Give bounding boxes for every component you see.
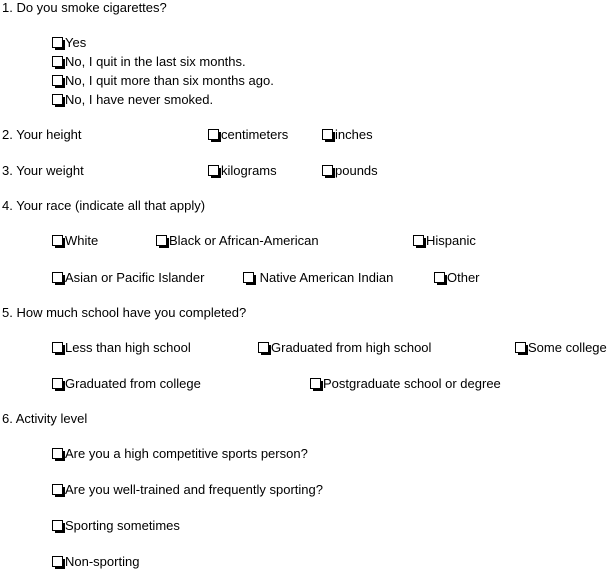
checkbox-icon[interactable] — [52, 75, 63, 86]
checkbox-icon[interactable] — [52, 556, 63, 567]
q4-option-other[interactable] — [434, 270, 480, 285]
q5-option-some-college[interactable] — [515, 340, 607, 355]
q5-option-less-than-high-school[interactable] — [52, 340, 191, 355]
q6-option-well-trained[interactable] — [52, 482, 323, 497]
option-label: Graduated from college — [65, 376, 201, 391]
checkbox-icon[interactable] — [52, 235, 63, 246]
q3-option-pounds[interactable] — [322, 163, 378, 178]
q6-option-sometimes[interactable] — [52, 518, 180, 533]
option-label: Some college — [528, 340, 607, 355]
checkbox-icon[interactable] — [52, 448, 63, 459]
checkbox-icon[interactable] — [52, 520, 63, 531]
q4-option-asian[interactable] — [52, 270, 204, 285]
option-label: Yes — [65, 35, 87, 50]
checkbox-icon[interactable] — [434, 272, 445, 283]
option-label: Are you well-trained and frequently sporting? — [65, 482, 323, 497]
option-label: centimeters — [221, 127, 289, 142]
option-label: Other — [447, 270, 480, 285]
q6-option-competitive[interactable] — [52, 446, 308, 461]
checkbox-icon[interactable] — [208, 165, 219, 176]
question-4-label: 4. Your race (indicate all that apply) — [2, 198, 206, 213]
question-6-label: 6. Activity level — [2, 411, 88, 426]
option-label: kilograms — [221, 163, 277, 178]
checkbox-icon[interactable] — [52, 378, 63, 389]
question-1-label: 1. Do you smoke cigarettes? — [2, 0, 167, 15]
option-label: White — [65, 233, 99, 248]
q1-option-yes[interactable] — [52, 35, 86, 50]
checkbox-icon[interactable] — [310, 378, 321, 389]
q1-option-never-smoked[interactable] — [52, 92, 213, 107]
q3-option-kilograms[interactable] — [208, 163, 277, 178]
checkbox-icon[interactable] — [52, 272, 63, 283]
q4-option-white[interactable] — [52, 233, 98, 248]
option-label: No, I quit in the last six months. — [65, 54, 246, 69]
checkbox-icon[interactable] — [52, 484, 63, 495]
option-label: pounds — [335, 163, 378, 178]
option-label: Less than high school — [65, 340, 191, 355]
q2-option-centimeters[interactable] — [208, 127, 288, 142]
q4-option-black[interactable] — [156, 233, 319, 248]
option-label: Hispanic — [426, 233, 476, 248]
checkbox-icon[interactable] — [156, 235, 167, 246]
q5-option-postgraduate[interactable] — [310, 376, 501, 391]
q5-option-high-school[interactable] — [258, 340, 431, 355]
q1-option-quit-long-ago[interactable] — [52, 73, 274, 88]
checkbox-icon[interactable] — [322, 129, 333, 140]
q4-option-native-american[interactable] — [243, 270, 393, 285]
q1-option-quit-recent[interactable] — [52, 54, 246, 69]
checkbox-icon[interactable] — [52, 56, 63, 67]
q6-option-non-sporting[interactable] — [52, 554, 139, 569]
checkbox-icon[interactable] — [413, 235, 424, 246]
option-label: inches — [335, 127, 373, 142]
option-label: Non-sporting — [65, 554, 140, 569]
checkbox-icon[interactable] — [52, 37, 63, 48]
checkbox-icon[interactable] — [208, 129, 219, 140]
q5-option-graduated-college[interactable] — [52, 376, 201, 391]
question-2-label: 2. Your height — [2, 127, 82, 142]
option-label: No, I quit more than six months ago. — [65, 73, 274, 88]
option-label: Are you a high competitive sports person? — [65, 446, 308, 461]
question-3-label: 3. Your weight — [2, 163, 84, 178]
option-label: Sporting sometimes — [65, 518, 180, 533]
option-label: Postgraduate school or degree — [323, 376, 501, 391]
option-label: Asian or Pacific Islander — [65, 270, 205, 285]
question-5-label: 5. How much school have you completed? — [2, 305, 247, 320]
option-label: No, I have never smoked. — [65, 92, 214, 107]
checkbox-icon[interactable] — [52, 342, 63, 353]
q4-option-hispanic[interactable] — [413, 233, 476, 248]
q2-option-inches[interactable] — [322, 127, 373, 142]
option-label: Graduated from high school — [271, 340, 432, 355]
checkbox-icon[interactable] — [515, 342, 526, 353]
checkbox-icon[interactable] — [258, 342, 269, 353]
checkbox-icon[interactable] — [52, 94, 63, 105]
option-label: Native American Indian — [256, 270, 394, 285]
checkbox-icon[interactable] — [322, 165, 333, 176]
option-label: Black or African-American — [169, 233, 319, 248]
checkbox-icon[interactable] — [243, 272, 254, 283]
